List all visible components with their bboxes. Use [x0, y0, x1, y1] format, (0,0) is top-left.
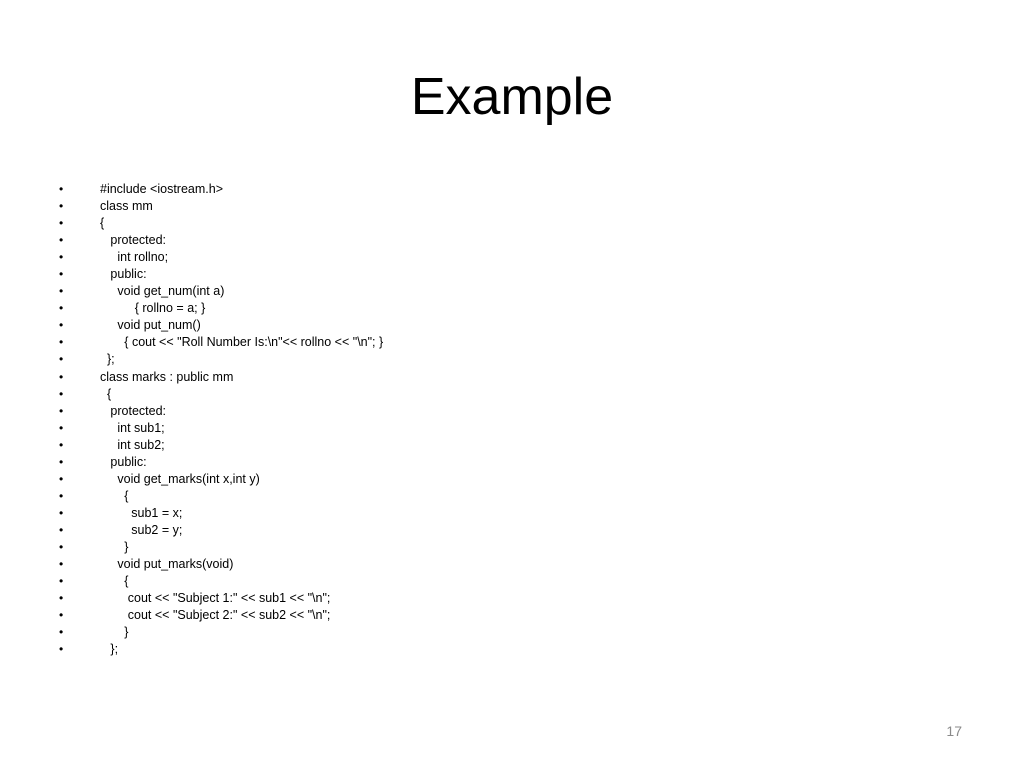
bullet-icon: •: [59, 437, 64, 452]
code-line: [0, 522, 900, 539]
code-line-text: sub1 = x;: [100, 505, 183, 520]
code-line: [0, 334, 900, 351]
bullet-icon: •: [59, 216, 64, 231]
bullet-icon: •: [59, 608, 64, 623]
code-line: [0, 215, 900, 232]
bullet-icon: •: [59, 233, 64, 248]
code-line: [0, 488, 900, 505]
code-line-text: {: [100, 574, 129, 589]
bullet-icon: •: [59, 250, 64, 265]
code-line-text: }: [100, 539, 129, 554]
code-line-text: {: [100, 216, 105, 231]
code-line: [0, 471, 900, 488]
code-line-text: void get_marks(int x,int y): [100, 471, 260, 486]
bullet-icon: •: [59, 557, 64, 572]
code-line: [0, 198, 900, 215]
code-line: [0, 317, 900, 334]
code-line: [0, 266, 900, 283]
bullet-icon: •: [59, 182, 64, 196]
code-line-text: public:: [100, 454, 147, 469]
code-line-text: { rollno = a; }: [100, 301, 206, 316]
code-line-text: int sub1;: [100, 420, 165, 435]
code-line: [0, 573, 900, 590]
code-line-text: protected:: [100, 233, 167, 248]
code-line: [0, 181, 900, 198]
code-line-text: int rollno;: [100, 250, 169, 265]
code-line-text: public:: [100, 267, 147, 282]
bullet-icon: •: [59, 625, 64, 640]
bullet-icon: •: [59, 522, 64, 537]
bullet-icon: •: [59, 505, 64, 520]
code-line-text: #include <iostream.h>: [100, 182, 223, 196]
bullet-icon: •: [59, 386, 64, 401]
code-line: [0, 351, 900, 368]
code-line: [0, 590, 900, 607]
code-line-text: };: [100, 352, 115, 367]
code-line: [0, 249, 900, 266]
code-line: [0, 283, 900, 300]
code-line: [0, 641, 900, 658]
code-line: [0, 556, 900, 573]
code-line: [0, 505, 900, 522]
bullet-icon: •: [59, 369, 64, 384]
bullet-icon: •: [59, 642, 64, 657]
bullet-icon: •: [59, 420, 64, 435]
code-line: [0, 232, 900, 249]
bullet-icon: •: [59, 591, 64, 606]
bullet-icon: •: [59, 301, 64, 316]
code-line-text: void put_marks(void): [100, 557, 234, 572]
bullet-icon: •: [59, 539, 64, 554]
bullet-icon: •: [59, 471, 64, 486]
bullet-icon: •: [59, 199, 64, 214]
code-line: [0, 607, 900, 624]
code-line: [0, 420, 900, 437]
code-line-text: cout << "Subject 1:" << sub1 << "\n";: [100, 591, 331, 606]
code-line-text: void put_num(): [100, 318, 201, 333]
code-line-text: };: [100, 642, 119, 657]
code-line-text: class mm: [100, 199, 153, 214]
bullet-icon: •: [59, 335, 64, 350]
page-number: 17: [946, 723, 962, 739]
bullet-icon: •: [59, 267, 64, 282]
code-line: [0, 300, 900, 317]
code-line-text: protected:: [100, 403, 167, 418]
bullet-icon: •: [59, 318, 64, 333]
code-line-text: { cout << "Roll Number Is:\n"<< rollno << "\n"; }: [100, 335, 384, 350]
slide-title: Example: [410, 68, 614, 126]
code-line: [0, 437, 900, 454]
code-line-text: int sub2;: [100, 437, 165, 452]
bullet-icon: •: [59, 574, 64, 589]
code-line-text: {: [100, 386, 112, 401]
code-line-text: }: [100, 625, 129, 640]
bullet-icon: •: [59, 284, 64, 299]
code-line-text: void get_num(int a): [100, 284, 225, 299]
code-line: [0, 369, 900, 386]
code-line-text: sub2 = y;: [100, 522, 183, 537]
code-line: [0, 386, 900, 403]
code-line-text: {: [100, 488, 129, 503]
code-line-text: cout << "Subject 2:" << sub2 << "\n";: [100, 608, 331, 623]
code-line-text: class marks : public mm: [100, 369, 234, 384]
code-bullet-list: [0, 181, 900, 658]
bullet-icon: •: [59, 488, 64, 503]
bullet-icon: •: [59, 352, 64, 367]
bullet-icon: •: [59, 403, 64, 418]
code-line: [0, 624, 900, 641]
code-line: [0, 403, 900, 420]
code-line: [0, 454, 900, 471]
code-line: [0, 539, 900, 556]
bullet-icon: •: [59, 454, 64, 469]
